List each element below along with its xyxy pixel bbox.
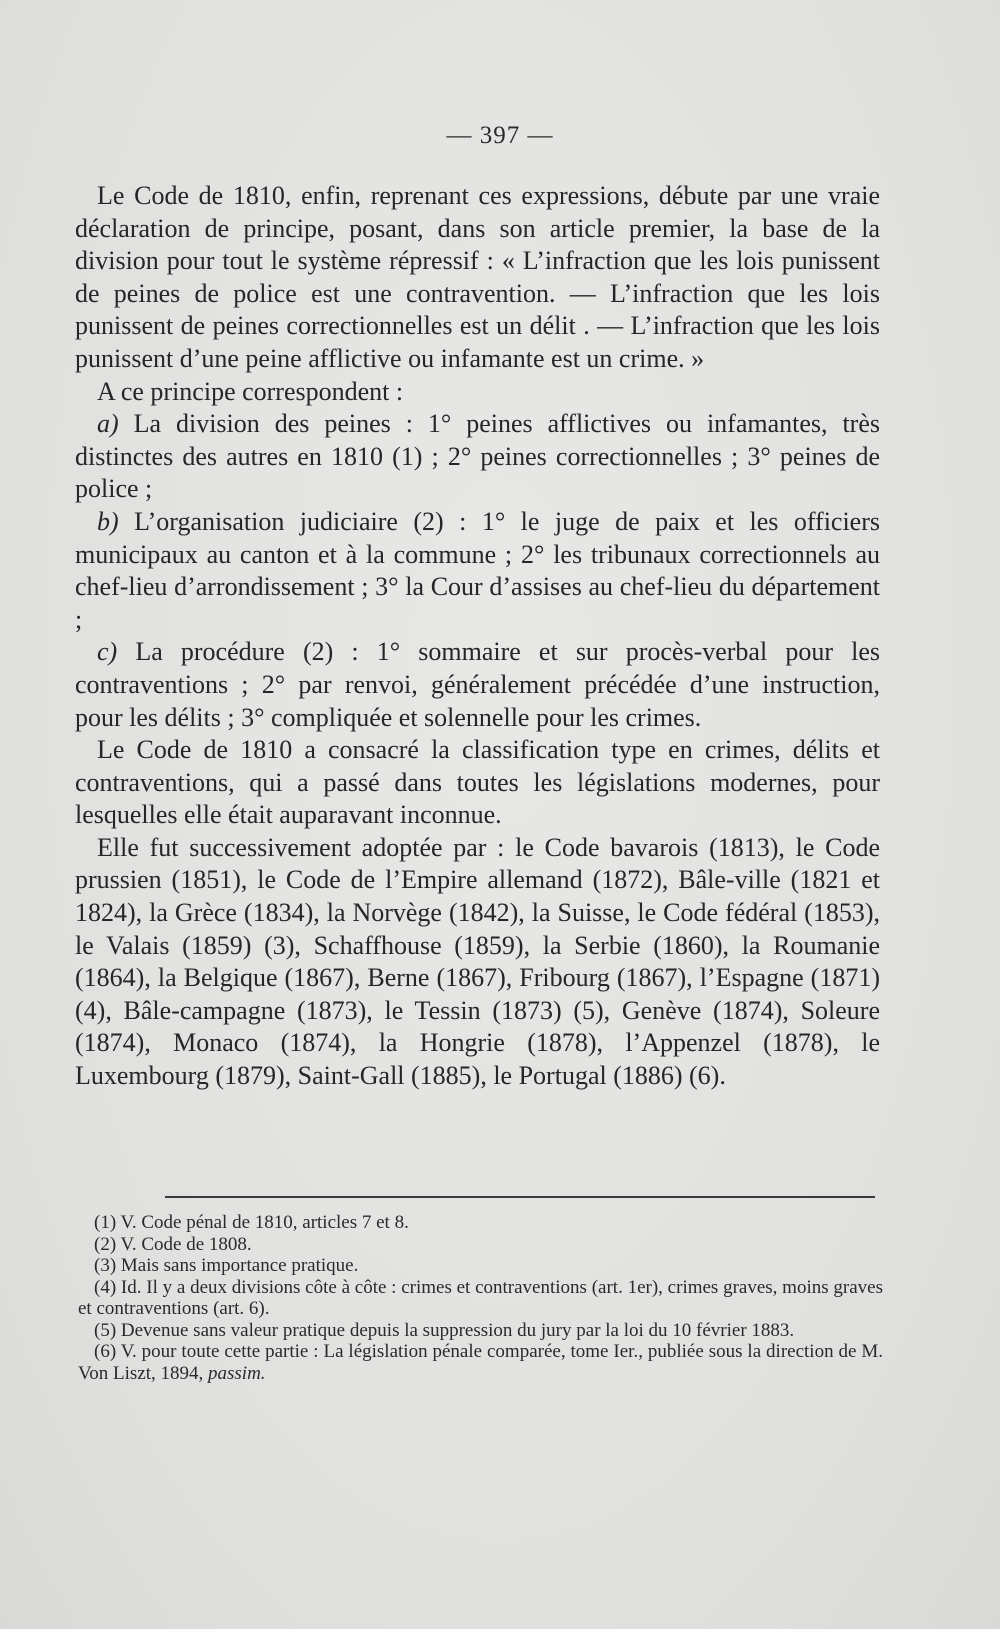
paragraph-classification: Le Code de 1810 a consacré la classification type en crimes, délits et contraventions, qui a passé dans toutes les législations modernes, pour lesquelles elle était auparavant inconnue. (75, 735, 880, 830)
footnote-2: (2) V. Code de 1808. (94, 1233, 252, 1255)
list-item-a (75, 408, 880, 506)
item-text-b: L’organisation judiciaire (2) : 1° le juge de paix et les officiers municipaux au canton et à la commune ; 2° les tribunaux correctionnels au chef-lieu d’arrondissement ; 3° la Cour d’assises au chef-lieu du département ; (75, 506, 880, 634)
footnote-3: (3) Mais sans importance pratique. (94, 1255, 359, 1276)
list-item-c (75, 636, 880, 734)
footnote-5: (5) Devenue sans valeur pratique depuis la suppression du jury par la loi du 10 février 1883. (94, 1319, 795, 1341)
footnote-6-text: (6) V. pour toute cette partie : La législation pénale comparée, tome Ier., publiée sous la direction de M. Von Liszt, 1894, (78, 1341, 883, 1384)
footnote-1: (1) V. Code pénal de 1810, articles 7 et 8. (94, 1212, 409, 1233)
item-text-a: La division des peines : 1° peines afflictives ou infamantes, très distinctes des autres en 1810 (1) ; 2° peines correctionnelles ; 3° peines de police ; (75, 409, 880, 504)
list-item-b (75, 506, 880, 636)
item-letter-c: c) (97, 637, 118, 667)
paragraph-adoption-list: Elle fut successivement adoptée par : le Code bavarois (1813), le Code prussien (1851), le Code de l’Empire allemand (1872), Bâle-ville (1821 et 1824), la Grèce (1834), la Norvège (1842), la Suisse, le Code fédéral (1853), le Valais (1859) (3), Schaffhouse (1859), la Serbie (1860), la Roumanie (1864), la Belgique (1867), Berne (1867), Fribourg (1867), l’Espagne (1871) (4), Bâle-campagne (1873), le Tessin (1873) (5), Genève (1874), Soleure (1874), Monaco (1874), la Hongrie (1878), l’Appenzel (1878), le Luxembourg (1879), Saint-Gall (1885), le Portugal (1886) (6). (75, 832, 880, 1091)
main-text (75, 180, 880, 1093)
paragraph-code-1810: Le Code de 1810, enfin, reprenant ces expressions, débute par une vraie déclaration de principe, posant, dans son article premier, la base de la division pour tout le système répressif : « L’infraction que les lois punissent de peines de police est une contravention. — L’infraction que les lois punissent de peines correctionnelles est un délit . — L’infraction que les lois punissent d’une peine afflictive ou infamante est un crime. » (75, 181, 880, 373)
paragraph-principle-intro: A ce principe correspondent : (97, 376, 404, 406)
footnote-separator (165, 1196, 875, 1198)
footnote-6-passim: passim. (208, 1362, 266, 1384)
page-number: — 397 — (446, 122, 554, 149)
footnotes (78, 1212, 883, 1384)
item-letter-b: b) (97, 506, 119, 536)
item-letter-a: a) (97, 409, 119, 439)
footnote-6 (78, 1341, 883, 1384)
item-text-c: La procédure (2) : 1° sommaire et sur procès-verbal pour les contraventions ; 2° par renvoi, généralement précédée d’une instruction, pour les délits ; 3° compliquée et solennelle pour les crimes. (75, 637, 880, 732)
footnote-4: (4) Id. Il y a deux divisions côte à côte : crimes et contraventions (art. 1er), crimes graves, moins graves et contraventions (art. 6). (78, 1276, 883, 1319)
